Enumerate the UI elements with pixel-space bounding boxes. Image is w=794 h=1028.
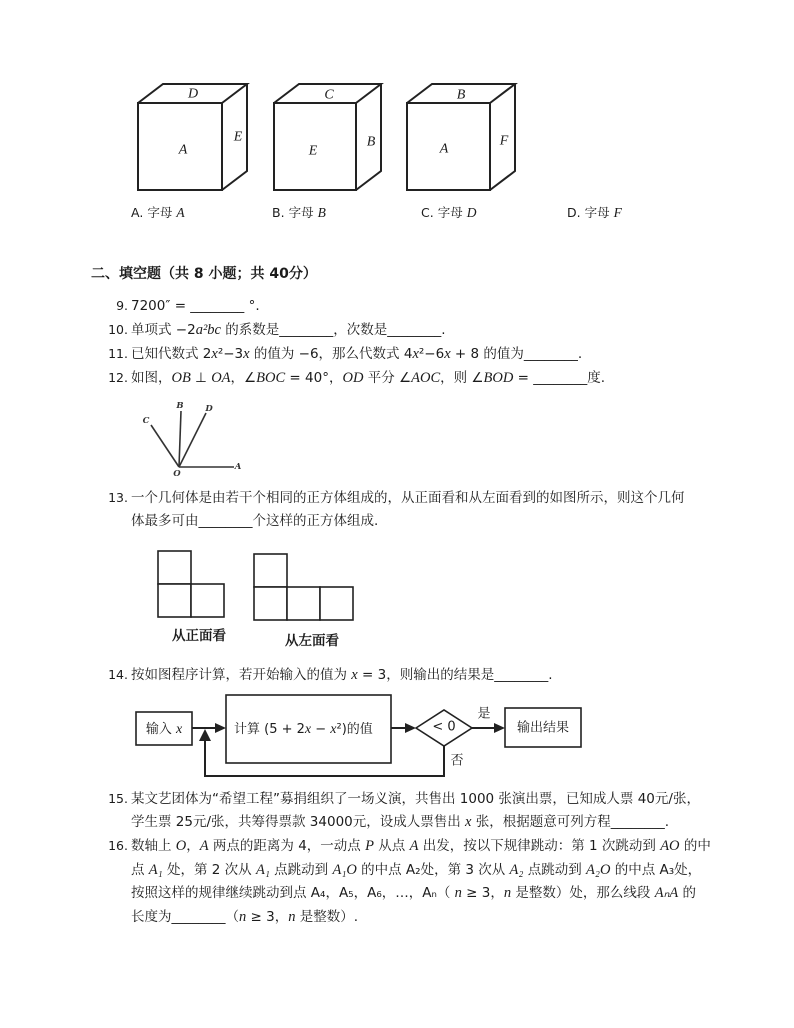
math-variable: x — [243, 346, 250, 362]
question-text: 的中点 A₃处， — [610, 862, 702, 878]
question-number: 14. — [108, 667, 128, 682]
ray-oc — [151, 425, 179, 467]
question-text: 从点 — [373, 838, 410, 854]
cube-2-top-letter: C — [324, 87, 334, 103]
cube-1 — [138, 84, 247, 190]
front-view-label: 从正面看 — [172, 628, 226, 644]
question-text: 长度为________（ — [131, 909, 239, 925]
cube-2-right-letter: B — [366, 134, 376, 150]
angle-figure — [0, 398, 794, 482]
condition-label: < 0 — [432, 719, 456, 735]
math-variable: AO — [660, 838, 680, 854]
choice-letter: F — [613, 205, 622, 220]
choice-text: 字母 — [584, 205, 610, 220]
cube-2 — [274, 84, 381, 190]
question-text: 如图， — [131, 370, 172, 386]
question-text: 的系数是________，次数是________. — [221, 322, 446, 338]
math-variable: BOD — [483, 370, 514, 386]
calc-text: − — [311, 721, 331, 737]
question-16-line-2 — [131, 861, 701, 879]
choice-text: 字母 — [147, 205, 173, 220]
question-text: 按如图程序计算，若开始输入的值为 — [131, 667, 352, 683]
question-text: ，∠ — [230, 370, 257, 386]
question-text: 某文艺团体为“希望工程”募捐组织了一场义演，共售出 1000 张演出票，已知成人票 40元/张， — [131, 791, 700, 807]
question-text: 张，根据题意可列方程________. — [471, 814, 670, 830]
question-14 — [104, 666, 553, 684]
question-text: 点跳动到 — [523, 862, 587, 878]
question-number: 9. — [116, 298, 128, 313]
choice-key: B. — [272, 205, 285, 220]
question-text: 平分 ∠ — [363, 370, 412, 386]
choice-c — [421, 205, 476, 221]
calc-variable: x — [304, 721, 312, 737]
cube-3-front-face — [407, 103, 490, 190]
math-variable: x — [211, 346, 218, 362]
question-text: 的中 — [679, 838, 711, 854]
math-variable: A₁ — [148, 862, 163, 878]
question-number: 13. — [108, 490, 128, 505]
flowchart — [0, 690, 794, 782]
choice-letter: A — [176, 205, 185, 220]
input-variable: x — [175, 721, 183, 737]
math-variable: x — [444, 346, 451, 362]
question-12 — [104, 369, 605, 387]
question-16-line-4 — [131, 908, 358, 926]
math-expression: a²bc — [195, 322, 221, 338]
view-square — [254, 587, 287, 620]
view-square — [287, 587, 320, 620]
question-9 — [104, 297, 260, 315]
arrowhead — [494, 723, 505, 733]
question-text: ²−6 — [418, 346, 445, 362]
question-text: 点 — [131, 862, 149, 878]
question-text: 已知代数式 2 — [131, 346, 212, 362]
math-variable: n — [503, 885, 512, 901]
question-number: 11. — [108, 346, 128, 361]
math-variable: OD — [342, 370, 364, 386]
view-square — [254, 554, 287, 587]
choice-key: D. — [567, 205, 581, 220]
math-variable: x — [465, 814, 472, 830]
choice-text: 字母 — [288, 205, 314, 220]
front-view — [158, 551, 224, 617]
cube-3 — [407, 84, 515, 190]
math-variable: n — [239, 909, 247, 925]
math-variable: A₁O — [332, 862, 357, 878]
question-number: 15. — [108, 791, 128, 806]
choice-d — [567, 205, 622, 221]
math-variable: OB — [171, 370, 191, 386]
point-o-label: O — [173, 469, 181, 479]
question-text: ， — [186, 838, 200, 854]
math-variable: A — [409, 838, 419, 854]
question-text: ≥ 3， — [246, 909, 289, 925]
question-11 — [104, 345, 582, 363]
cube-1-top-letter: D — [187, 86, 199, 102]
question-10 — [104, 321, 446, 339]
question-text: ≥ 3， — [461, 885, 504, 901]
choice-b — [272, 205, 326, 221]
math-variable: A₂ — [509, 862, 524, 878]
question-text: = 40°， — [285, 370, 343, 386]
question-text: 数轴上 — [131, 838, 176, 854]
question-16 — [104, 837, 711, 855]
calc-text: ²)的值 — [336, 721, 373, 737]
math-variable: AₙA — [654, 885, 679, 901]
calc-text: 计算 (5 + 2 — [234, 721, 305, 737]
question-text: 体最多可由________个这样的正方体组成. — [131, 513, 379, 529]
math-variable: n — [454, 885, 462, 901]
yes-label: 是 — [477, 706, 491, 722]
choice-key: A. — [131, 205, 144, 220]
math-variable: BOC — [256, 370, 286, 386]
question-number: 16. — [108, 838, 128, 853]
question-15 — [104, 790, 700, 808]
math-variable: x — [351, 667, 358, 683]
cube-1-right-letter: E — [233, 129, 243, 145]
question-text: ，则 ∠ — [440, 370, 484, 386]
math-variable: OA — [211, 370, 231, 386]
calc-label — [234, 721, 373, 737]
question-text: 处，第 2 次从 — [162, 862, 256, 878]
arrowhead — [215, 723, 226, 733]
question-text: 按照这样的规律继续跳动到点 A₄，A₅，A₆，…，Aₙ（ — [131, 885, 455, 901]
input-label — [146, 721, 183, 737]
choice-key: C. — [421, 205, 434, 220]
cube-1-front-letter: A — [178, 142, 188, 158]
question-text: 学生票 25元/张，共筹得票款 34000元，设成人票售出 — [131, 814, 466, 830]
question-13-line-2 — [131, 512, 378, 530]
left-view-label: 从左面看 — [285, 633, 339, 649]
question-text: ²−3 — [217, 346, 244, 362]
choice-a — [131, 205, 185, 221]
math-variable: AOC — [411, 370, 441, 386]
cube-2-front-letter: E — [308, 143, 318, 159]
math-variable: A₁ — [255, 862, 270, 878]
question-text: ⊥ — [190, 370, 212, 386]
question-number: 12. — [108, 370, 128, 385]
ray-od — [179, 413, 206, 467]
question-text: = 3，则输出的结果是________. — [357, 667, 553, 683]
question-13 — [104, 489, 685, 507]
point-b-label: B — [176, 401, 184, 411]
question-text: 是整数）处，那么线段 — [511, 885, 655, 901]
question-15-line-2 — [131, 813, 669, 831]
question-text: 一个几何体是由若干个相同的正方体组成的，从正面看和从左面看到的如图所示，则这个几何 — [131, 490, 685, 506]
math-variable: A₂O — [586, 862, 611, 878]
arrowhead — [405, 723, 416, 733]
question-16-line-3 — [131, 884, 696, 902]
calc-variable: x — [330, 721, 337, 737]
question-text: 出发，按以下规律跳动：第 1 次跳动到 — [418, 838, 661, 854]
question-text: 的中点 A₂处，第 3 次从 — [356, 862, 510, 878]
input-text: 输入 — [145, 721, 176, 737]
choice-letter: B — [317, 205, 326, 220]
question-text: + 8 的值为________. — [450, 346, 583, 362]
views-figure — [0, 545, 794, 625]
ray-ob — [179, 411, 181, 467]
point-a-label: A — [234, 462, 242, 472]
question-text: 的值为 −6，那么代数式 4 — [249, 346, 413, 362]
question-text: 两点的距离为 4，一动点 — [208, 838, 366, 854]
choice-letter: D — [466, 205, 477, 220]
math-variable: n — [288, 909, 296, 925]
view-square — [320, 587, 353, 620]
question-text: = ________度. — [513, 370, 606, 386]
question-text: 7200″ = ________ °. — [131, 298, 260, 314]
view-square — [158, 584, 191, 617]
no-label: 否 — [450, 753, 464, 769]
cube-3-front-letter: A — [439, 141, 449, 157]
question-text: 点跳动到 — [269, 862, 333, 878]
cubes-figure — [0, 70, 794, 200]
math-variable: O — [175, 838, 187, 854]
point-d-label: D — [205, 404, 213, 414]
question-text: 的 — [678, 885, 697, 901]
choice-text: 字母 — [437, 205, 463, 220]
question-text: 单项式 −2 — [131, 322, 196, 338]
math-variable: x — [412, 346, 419, 362]
view-square — [191, 584, 224, 617]
arrowhead — [199, 729, 211, 741]
cube-3-right-letter: F — [499, 133, 509, 149]
view-square — [158, 551, 191, 584]
output-label: 输出结果 — [516, 720, 570, 736]
section-title: 二、填空题（共 8 小题；共 40分） — [91, 266, 317, 282]
math-variable: A — [199, 838, 209, 854]
math-variable: P — [365, 838, 374, 854]
question-text: 是整数）. — [295, 909, 359, 925]
question-number: 10. — [108, 322, 128, 337]
point-c-label: C — [142, 416, 150, 426]
left-view — [254, 554, 353, 620]
cube-3-top-letter: B — [456, 87, 466, 103]
